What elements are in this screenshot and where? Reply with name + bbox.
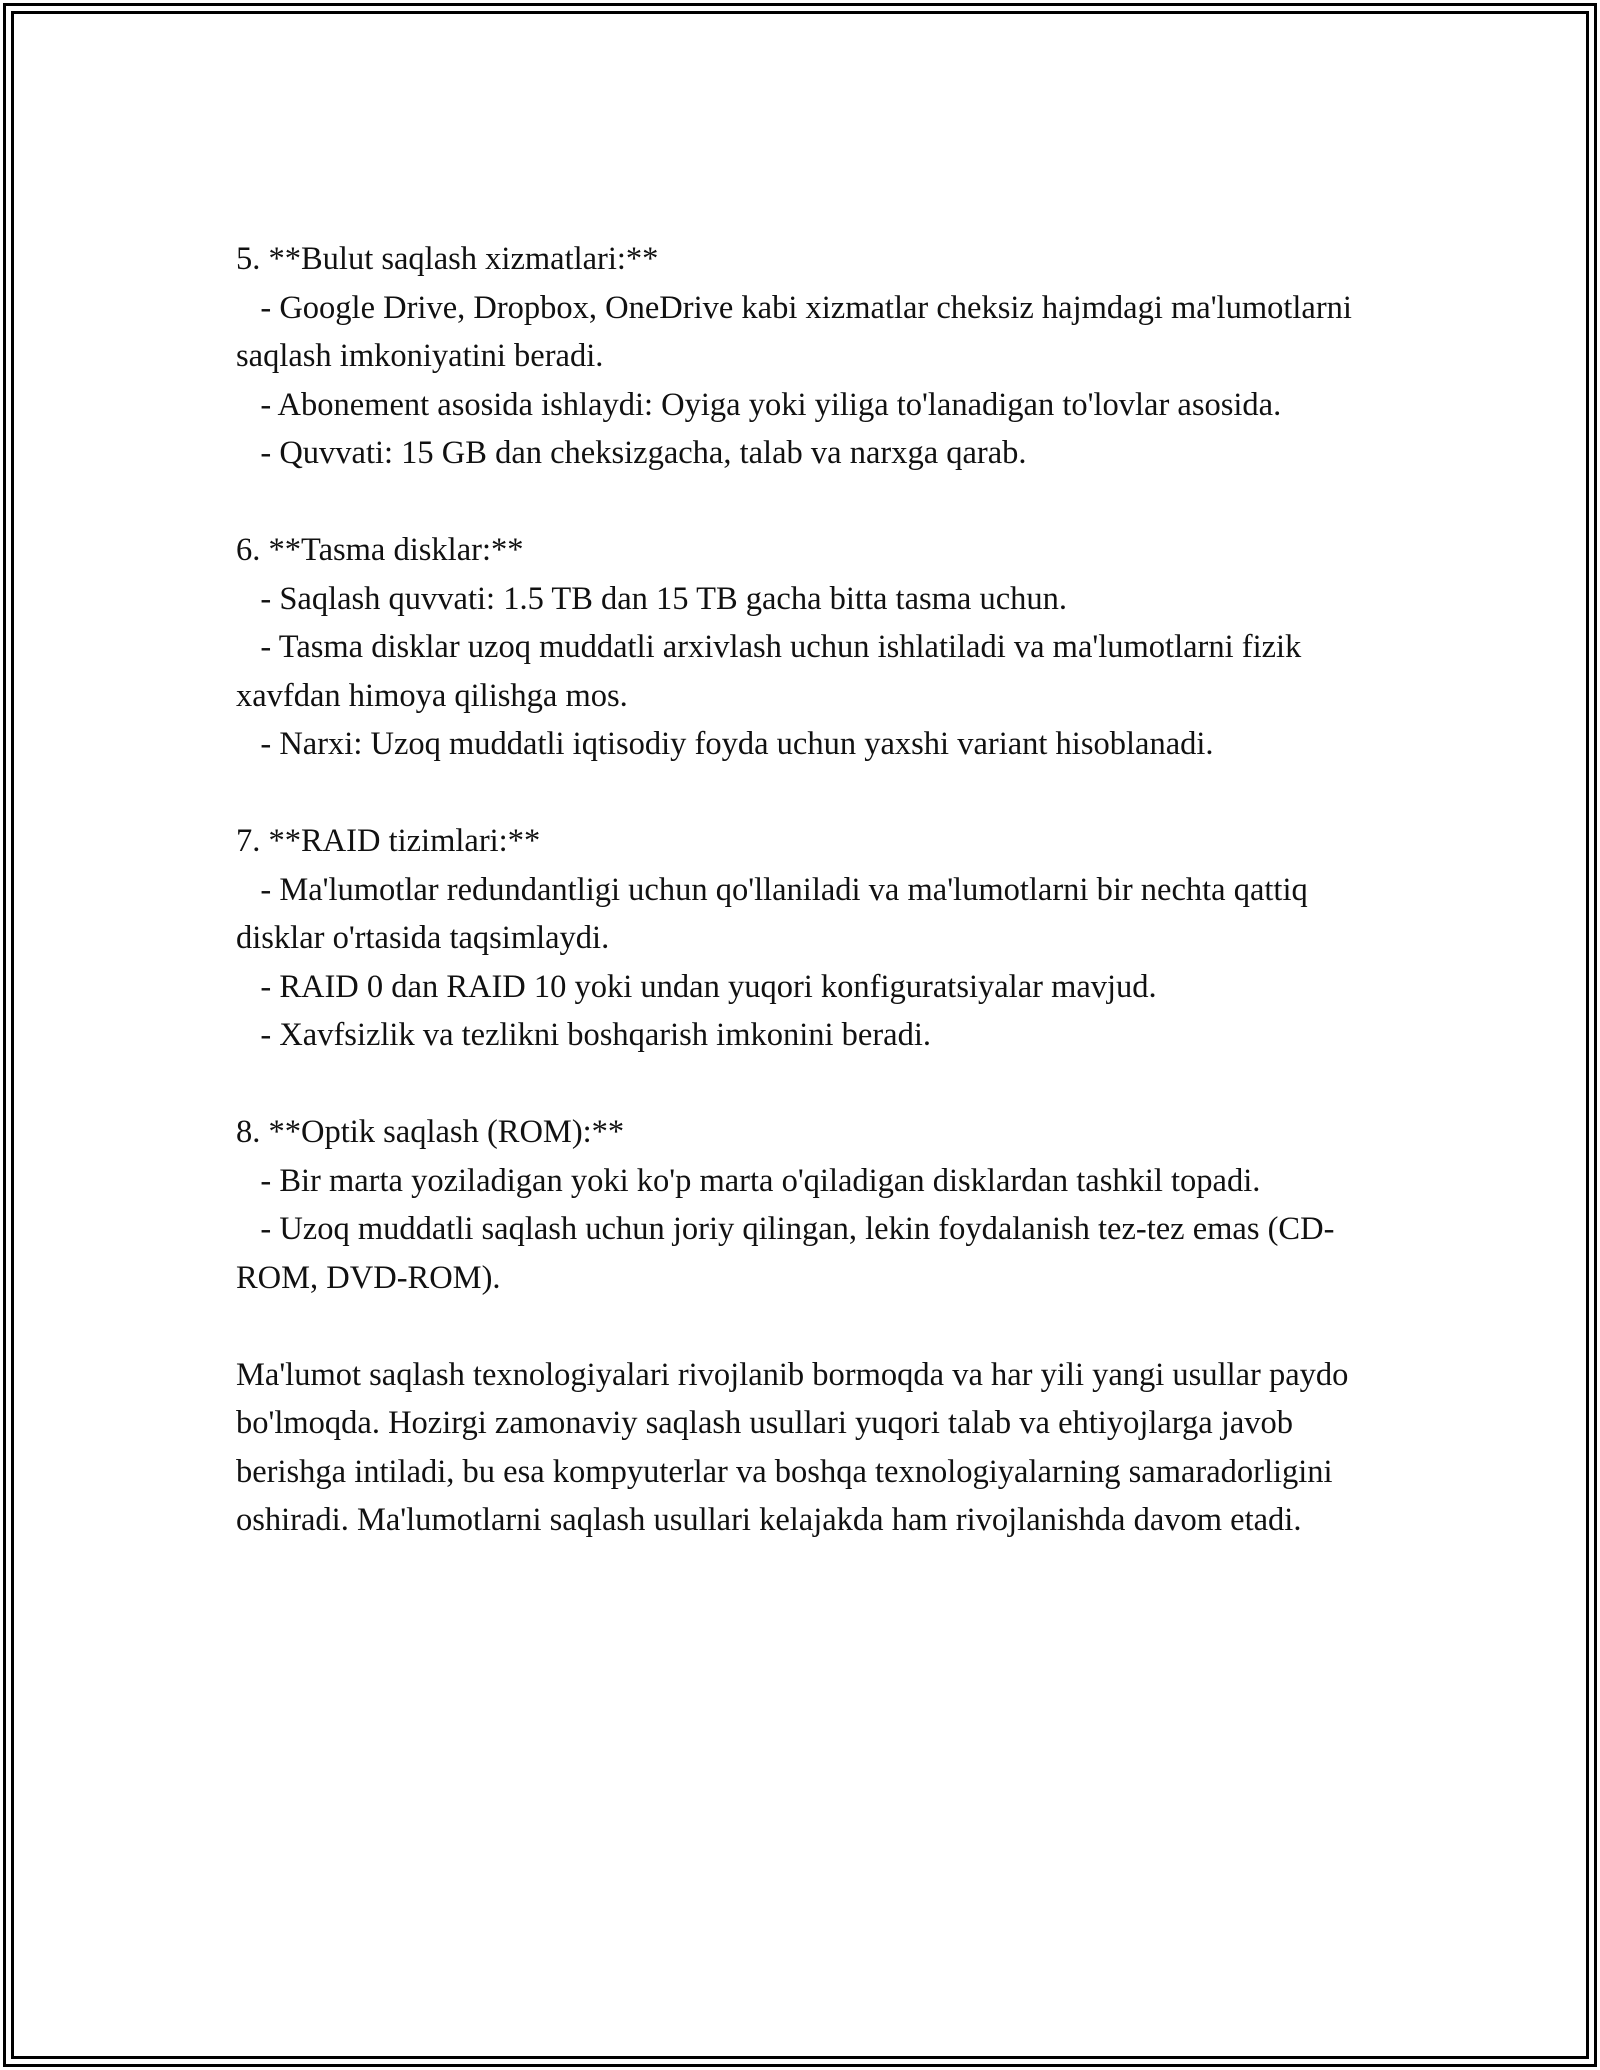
section-heading: 8. **Optik saqlash (ROM):**	[236, 1114, 625, 1150]
bullet-item: - Abonement asosida ishlaydi: Oyiga yoki yiliga to'lanadigan to'lovlar asosida.	[236, 386, 1282, 423]
section-heading: 5. **Bulut saqlash xizmatlari:**	[236, 241, 659, 277]
bullet-item: - Ma'lumotlar redundantligi uchun qo'llaniladi va ma'lumotlarni bir nechta qattiq disklar o'rtasida taqsimlaydi.	[236, 871, 1316, 956]
bullet-item: - Narxi: Uzoq muddatli iqtisodiy foyda uchun yaxshi variant hisoblanadi.	[236, 726, 1214, 762]
bullet-item: - Xavfsizlik va tezlikni boshqarish imkonini beradi.	[236, 1017, 931, 1053]
section-heading: 6. **Tasma disklar:**	[236, 532, 524, 568]
document-body	[236, 235, 1386, 1545]
bullet-item: - Quvvati: 15 GB dan cheksizgacha, talab va narxga qarab.	[236, 435, 1027, 471]
bullet-item: - Uzoq muddatli saqlash uchun joriy qilingan, lekin foydalanish tez-tez emas (CD-ROM, DVD-ROM).	[236, 1211, 1335, 1296]
section-tape-disks	[236, 526, 1386, 769]
section-raid-systems	[236, 817, 1386, 1060]
closing-paragraph: Ma'lumot saqlash texnologiyalari rivojlanib bormoqda va har yili yangi usullar paydo bo'lmoqda. Hozirgi zamonaviy saqlash usullari yuqori talab va ehtiyojlarga javob berishga intiladi, bu esa kompyuterlar va boshqa texnologiyalarning samaradorligini oshiradi. Ma'lumotlarni saqlash usullari kelajakda ham rivojlanishda davom etadi.	[236, 1356, 1349, 1538]
bullet-item: - Tasma disklar uzoq muddatli arxivlash uchun ishlatiladi va ma'lumotlarni fizik xavfdan himoya qilishga mos.	[236, 629, 1310, 714]
section-optical-storage	[236, 1108, 1386, 1302]
bullet-item: - Google Drive, Dropbox, OneDrive kabi xizmatlar cheksiz hajmdagi ma'lumotlarni saqlash imkoniyatini beradi.	[236, 289, 1361, 374]
bullet-item: - RAID 0 dan RAID 10 yoki undan yuqori konfiguratsiyalar mavjud.	[236, 968, 1157, 1005]
section-cloud-storage	[236, 235, 1386, 478]
section-heading: 7. **RAID tizimlari:**	[236, 823, 541, 859]
bullet-item: - Bir marta yoziladigan yoki ko'p marta o'qiladigan disklardan tashkil topadi.	[236, 1162, 1261, 1199]
bullet-item: - Saqlash quvvati: 1.5 TB dan 15 TB gacha bitta tasma uchun.	[236, 580, 1068, 617]
